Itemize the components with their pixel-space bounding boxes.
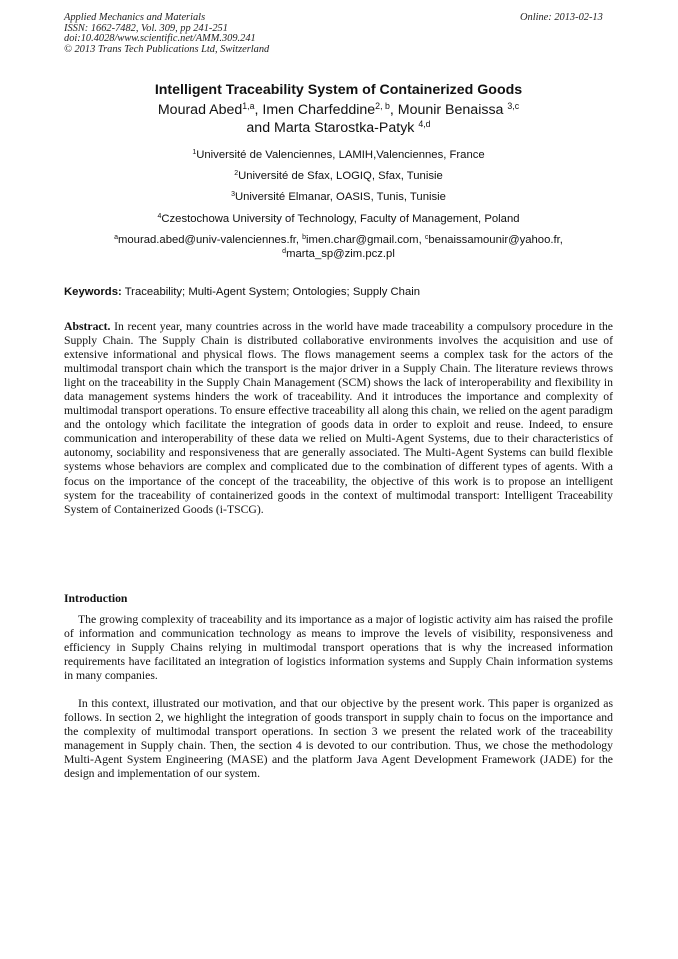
email-line-2 bbox=[64, 248, 613, 262]
author-name: and Marta Starostka-Patyk bbox=[246, 120, 415, 136]
affiliation-mark: 1 bbox=[192, 149, 197, 157]
journal-name: Applied Mechanics and Materials bbox=[64, 12, 206, 23]
author-separator: , bbox=[254, 102, 263, 118]
affiliation bbox=[64, 191, 613, 205]
email-address[interactable]: mourad.abed@univ-valenciennes.fr, bbox=[117, 234, 303, 246]
section-heading-introduction: Introduction bbox=[64, 592, 128, 605]
publication-info bbox=[64, 13, 269, 56]
email-mark: a bbox=[114, 234, 118, 242]
author-line-2 bbox=[64, 119, 613, 137]
affiliation-mark: 4 bbox=[157, 213, 162, 221]
author-name: Imen Charfeddine bbox=[262, 102, 376, 118]
copyright-line: © 2013 Trans Tech Publications Ltd, Switzerland bbox=[64, 44, 270, 56]
affiliation-text: Université de Sfax, LOGIQ, Sfax, Tunisie bbox=[238, 170, 443, 182]
affiliation-text: Czestochowa University of Technology, Faculty of Management, Poland bbox=[161, 213, 520, 225]
email-mark: d bbox=[282, 247, 287, 255]
author-affiliation-mark: 4,d bbox=[418, 119, 431, 130]
author-affiliation-mark: 1,a bbox=[242, 101, 255, 112]
email-address[interactable]: benaissamounir@yahoo.fr, bbox=[428, 234, 563, 246]
affiliation-text: Université Elmanar, OASIS, Tunis, Tunisie bbox=[234, 191, 446, 203]
author-affiliation-mark: 2, b bbox=[375, 101, 390, 112]
email-list bbox=[64, 234, 613, 261]
intro-paragraph: The growing complexity of traceability and its importance as a major of logistic activity aim has raised the profile of information and communication technology as means to improve the levels of visibility, responsiveness and efficiency in Supply Chains relying in multimodal transport operations that is why the increased information requirements have facilitated an integration of logistics information systems and Supply Chain information systems in many companies. bbox=[64, 613, 613, 683]
email-mark: c bbox=[424, 234, 429, 242]
email-address[interactable]: imen.char@gmail.com, bbox=[306, 234, 425, 246]
abstract-label: Abstract. bbox=[64, 320, 111, 333]
abstract-text: In recent year, many countries across in the world have made traceability a compulsory procedure in the Supply Chain. The Supply Chain is distributed collaborative environments involves the acquisition and use of extensive informational and physical flows. The flows management seems a complex task for the actors of the multimodal transport chain which the transport is the major driver in a Supply Chain. The literature reviews throws light on the traceability in the Supply Chain Management (SCM) shows the lack of interoperability and flexibility in data management systems hinders the work of traceability. And it introduces the importance and complexity of multimodal transport operations. To ensure effective traceability all along this chain, we relied on the agent paradigm and the ontology which facilitate the integration of goods data in order to exploit and reuse. Indeed, to ensure communication and interoperability of these data we relied on Multi-Agent Systems, due to their characteristics of autonomy, sociability and responsiveness that are generally associated. The Multi-Agent Systems can build flexible systems whose behaviors are complex and complicated due to the combination of different types of agents. With a focus on the importance of the concept of the traceability, the objective of this work is to propose an intelligent system for the traceability of containerized goods in the context of multimodal transport: Intelligent Traceability System of Containerized Goods (i-TSCG). bbox=[64, 320, 613, 516]
affiliation bbox=[64, 213, 613, 227]
author-line-1 bbox=[64, 101, 613, 119]
doi-line[interactable]: doi:10.4028/www.scientific.net/AMM.309.241 bbox=[64, 33, 256, 45]
email-line-1 bbox=[64, 234, 613, 248]
issn-line: ISSN: 1662-7482, Vol. 309, pp 241-251 bbox=[64, 22, 228, 34]
author-affiliation-mark: 3,c bbox=[507, 101, 520, 112]
affiliation-text: Université de Valenciennes, LAMIH,Valenciennes, France bbox=[196, 149, 485, 161]
email-mark: b bbox=[302, 234, 307, 242]
affiliation-mark: 2 bbox=[234, 170, 239, 178]
affiliation bbox=[64, 170, 613, 184]
affiliation bbox=[64, 149, 613, 163]
author-name: Mounir Benaissa bbox=[397, 102, 504, 118]
author-separator: , bbox=[389, 102, 398, 118]
online-date: Online: 2013-02-13 bbox=[520, 12, 603, 23]
abstract-paragraph bbox=[64, 320, 613, 517]
intro-paragraph: In this context, illustrated our motivation, and that our objective by the present work. This paper is organized as follows. In section 2, we highlight the integration of goods transport in supply chain to focus on the importance and the complexity of multimodal transport operations. In section 3 we present the related work of the traceability management in Supply chain. Then, the section 4 is devoted to our contribution. Thus, we chose the methodology Multi-Agent System Engineering (MASE) and the platform Java Agent Development Framework (JADE) for the design and implementation of our system. bbox=[64, 697, 613, 781]
paper-title: Intelligent Traceability System of Containerized Goods bbox=[154, 82, 523, 98]
keywords-line bbox=[64, 285, 613, 299]
keywords-label: Keywords: bbox=[64, 286, 122, 298]
author-list bbox=[64, 101, 613, 137]
email-address[interactable]: marta_sp@zim.pcz.pl bbox=[286, 247, 395, 260]
affiliation-mark: 3 bbox=[231, 191, 235, 199]
keywords-text: Traceability; Multi-Agent System; Ontologies; Supply Chain bbox=[121, 286, 421, 298]
author-name: Mourad Abed bbox=[157, 102, 243, 118]
